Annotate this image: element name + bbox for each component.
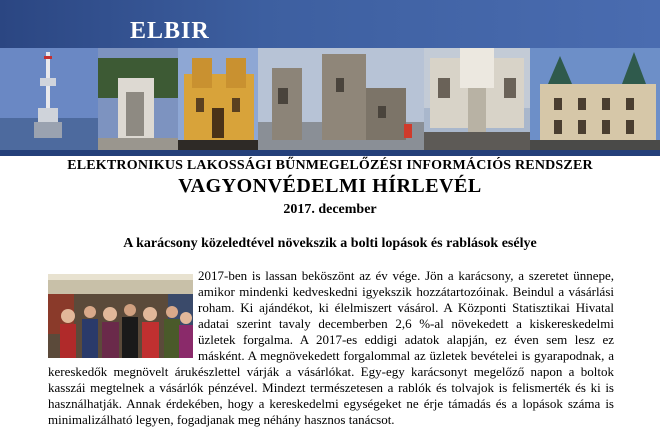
monument-photo	[98, 48, 178, 152]
statue-photo	[424, 48, 530, 152]
newsletter-title: VAGYONVÉDELMI HÍRLEVÉL	[178, 175, 482, 197]
banner-background	[0, 0, 660, 50]
cathedral-photo	[178, 48, 258, 152]
header-banner	[0, 0, 660, 156]
castle-photo	[258, 48, 424, 152]
banner-bottom-border	[0, 150, 660, 156]
article-body-text: 2017-ben is lassan beköszönt az év vége. Jön a karácsony, a szeretet ünnepe, amikor mindenki kedveskedni igyekszik hozzátartozóinak. Beindul a vásárlási roham. Ki ajándékot, ki élelmiszert vásárol. A Központi Statisztikai Hivatal adatai szerint tavaly decemberben 2,6 %-al növekedett a kiskereskedelmi üzletek forgalma. A 2017-es eddigi adatok alapján, ez éven sem lesz ez másként. A megnövekedett forgalommal az üzletek bevételei is gyarapodnak, a kereskedők megnövelt árukészlettel várják a vásárlókat. Egy-egy karácsonyt megelőző napon a boltok kasszái megtelnek a vásárlók pénzével. Mindezt természetesen a rablók és tolvajok is felismerték és ki is használhatják. Annak érdekében, hogy a kereskedelmi egységeket ne érje támadás és a lopások száma is minimalizálható legyen, fogadjanak meg néhány hasznos tanácsot.	[48, 268, 614, 427]
issue-date: 2017. december	[283, 202, 377, 217]
system-name-heading: ELEKTRONIKUS LAKOSSÁGI BŰNMEGELŐZÉSI INFORMÁCIÓS RENDSZER	[67, 158, 593, 173]
banner-photo-strip	[0, 48, 660, 152]
article-body	[48, 268, 614, 428]
tv-tower-photo	[0, 48, 98, 152]
town-hall-photo	[530, 48, 660, 152]
photo-text-wrap-spacer	[48, 268, 198, 364]
elbir-logo: ELBIR	[130, 18, 210, 44]
article-title: A karácsony közeledtével növekszik a bolti lopások és rablások esélye	[123, 236, 537, 251]
